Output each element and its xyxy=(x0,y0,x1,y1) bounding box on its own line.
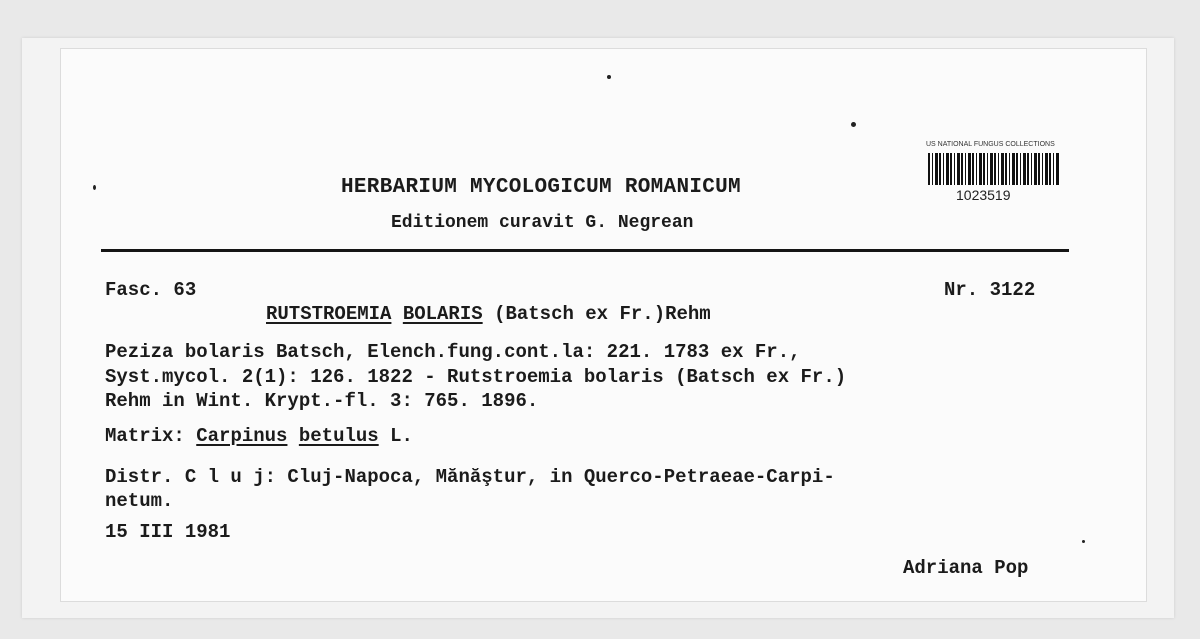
barcode xyxy=(926,141,1066,203)
synonymy-line-1: Peziza bolaris Batsch, Elench.fung.cont.la: 221. 1783 ex Fr., xyxy=(105,341,801,363)
collector: Adriana Pop xyxy=(903,557,1029,579)
ink-speck xyxy=(607,75,611,79)
authority: (Batsch ex Fr.)Rehm xyxy=(494,303,711,325)
barcode-number: 1023519 xyxy=(956,187,1011,203)
barcode-caption: US NATIONAL FUNGUS COLLECTIONS xyxy=(926,141,1055,148)
barcode-bars xyxy=(928,153,1060,185)
ink-speck xyxy=(851,122,856,127)
genus: RUTSTROEMIA xyxy=(266,303,392,325)
fascicle: Fasc. 63 xyxy=(105,279,197,301)
ink-speck xyxy=(93,185,96,190)
species-name xyxy=(266,303,711,325)
header-divider xyxy=(101,249,1069,252)
specimen-label xyxy=(60,48,1147,602)
synonymy-line-2: Syst.mycol. 2(1): 126. 1822 - Rutstroemia bolaris (Batsch ex Fr.) xyxy=(105,366,847,388)
distribution-line-2: netum. xyxy=(105,490,174,512)
matrix-author: L. xyxy=(390,425,413,447)
matrix-label: Matrix: xyxy=(105,425,185,447)
synonymy-line-3: Rehm in Wint. Krypt.-fl. 3: 765. 1896. xyxy=(105,390,539,412)
herbarium-title: HERBARIUM MYCOLOGICUM ROMANICUM xyxy=(341,176,741,199)
epithet: BOLARIS xyxy=(402,303,483,325)
editor-line: Editionem curavit G. Negrean xyxy=(391,213,694,233)
specimen-number: Nr. 3122 xyxy=(944,279,1036,301)
distribution-line-1: Distr. C l u j: Cluj-Napoca, Mănăştur, in Querco-Petraeae-Carpi- xyxy=(105,466,835,488)
matrix-genus: Carpinus xyxy=(196,425,288,447)
ink-speck xyxy=(1082,540,1085,543)
matrix-epithet: betulus xyxy=(298,425,379,447)
matrix-line xyxy=(105,425,413,447)
collection-date: 15 III 1981 xyxy=(105,521,231,543)
